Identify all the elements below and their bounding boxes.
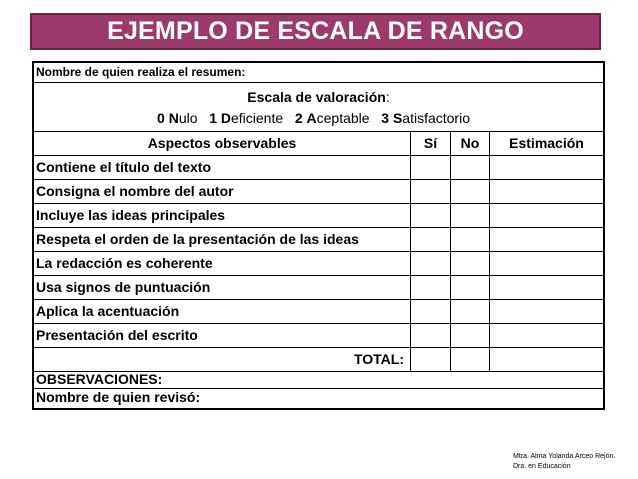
table-row	[34, 228, 603, 252]
aspect-label: La redacción es coherente	[34, 252, 411, 275]
estimate-cell[interactable]	[490, 252, 603, 275]
reviewer-row	[34, 389, 603, 408]
estimate-cell[interactable]	[490, 228, 603, 251]
aspect-label: Incluye las ideas principales	[34, 204, 411, 227]
rating-scale-colon: :	[385, 89, 390, 105]
author-credit	[513, 452, 615, 472]
yes-cell[interactable]	[411, 228, 451, 251]
table-row	[34, 300, 603, 324]
observations-label: OBSERVACIONES:	[36, 372, 163, 387]
reviewer-label: Nombre de quien revisó:	[36, 389, 201, 405]
aspect-label: Respeta el orden de la presentación de las ideas	[34, 228, 411, 251]
rating-scale-row	[34, 83, 603, 132]
table-row	[34, 252, 603, 276]
no-cell[interactable]	[451, 300, 490, 323]
aspect-label: Contiene el título del texto	[34, 156, 411, 179]
column-header-row	[34, 132, 603, 156]
estimate-cell[interactable]	[490, 276, 603, 299]
no-cell[interactable]	[451, 276, 490, 299]
scale-level: 2 Aceptable	[294, 110, 370, 126]
header-aspects: Aspectos observables	[34, 132, 411, 155]
author-name: Mtra. Alma Yolanda Arceo Rejón.	[513, 453, 616, 460]
yes-cell[interactable]	[411, 324, 451, 347]
rating-scale-heading: Escala de valoración	[247, 89, 386, 105]
estimate-cell[interactable]	[490, 204, 603, 227]
estimate-cell[interactable]	[490, 324, 603, 347]
summary-author-row	[34, 63, 603, 83]
scale-level: 1 Deficiente	[209, 110, 284, 126]
total-estimate-cell[interactable]	[490, 348, 603, 371]
rating-scale-heading-line	[34, 89, 603, 105]
table-row	[34, 180, 603, 204]
aspect-label: Usa signos de puntuación	[34, 276, 411, 299]
aspect-label: Consigna el nombre del autor	[34, 180, 411, 203]
table-row	[34, 276, 603, 300]
estimate-cell[interactable]	[490, 156, 603, 179]
header-yes: Sí	[411, 132, 451, 155]
aspect-label: Aplica la acentuación	[34, 300, 411, 323]
no-cell[interactable]	[451, 228, 490, 251]
yes-cell[interactable]	[411, 180, 451, 203]
no-cell[interactable]	[451, 204, 490, 227]
total-row	[34, 348, 603, 372]
header-no: No	[451, 132, 490, 155]
author-degree: Dra. en Educación	[513, 463, 571, 470]
range-scale-table	[32, 61, 605, 410]
table-row	[34, 324, 603, 348]
yes-cell[interactable]	[411, 300, 451, 323]
no-cell[interactable]	[451, 156, 490, 179]
no-cell[interactable]	[451, 252, 490, 275]
scale-level: 3 Satisfactorio	[381, 110, 470, 126]
total-label: TOTAL:	[34, 348, 411, 371]
yes-cell[interactable]	[411, 156, 451, 179]
total-yes-cell[interactable]	[411, 348, 451, 371]
no-cell[interactable]	[451, 180, 490, 203]
total-no-cell[interactable]	[451, 348, 490, 371]
observations-row	[34, 372, 603, 389]
estimate-cell[interactable]	[490, 180, 603, 203]
yes-cell[interactable]	[411, 276, 451, 299]
table-row	[34, 204, 603, 228]
scale-level: 0 Nulo	[157, 110, 198, 126]
page-title: EJEMPLO DE ESCALA DE RANGO	[107, 17, 524, 45]
header-estimate: Estimación	[509, 135, 584, 151]
rating-scale-levels	[34, 110, 603, 126]
table-row	[34, 156, 603, 180]
summary-author-label: Nombre de quien realiza el resumen:	[36, 65, 246, 79]
title-banner	[30, 13, 601, 50]
aspect-label: Presentación del escrito	[34, 324, 411, 347]
no-cell[interactable]	[451, 324, 490, 347]
estimate-cell[interactable]	[490, 300, 603, 323]
yes-cell[interactable]	[411, 252, 451, 275]
yes-cell[interactable]	[411, 204, 451, 227]
